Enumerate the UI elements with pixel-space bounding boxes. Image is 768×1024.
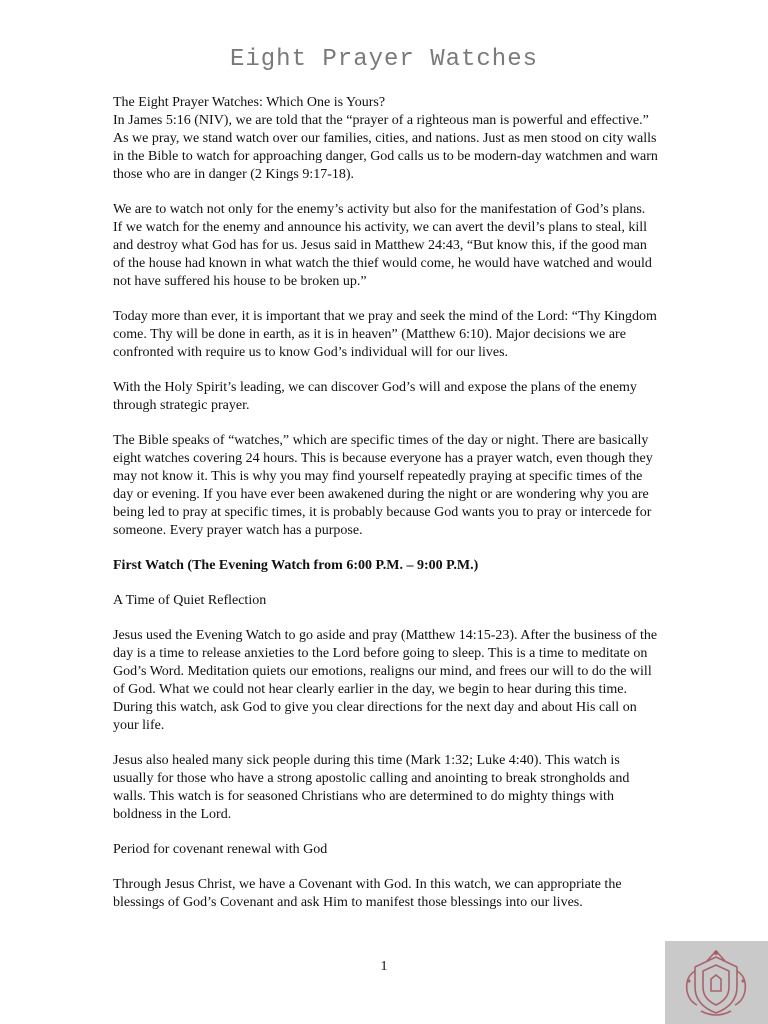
- paragraph-healing: Jesus also healed many sick people during this time (Mark 1:32; Luke 4:40). This watch is usually for those who have a strong apostolic calling and anointing to break strongholds and walls. This watch is for seasoned Christians who are determined to do mighty things with boldness in the Lord.: [113, 753, 630, 822]
- paragraph-covenant: Through Jesus Christ, we have a Covenant with God. In this watch, we can appropriate the blessings of God’s Covenant and ask Him to manifest those blessings into our lives.: [113, 877, 622, 910]
- paragraph-watch-enemy: We are to watch not only for the enemy’s activity but also for the manifestation of God’s plans. If we watch for the enemy and announce his activity, we can avert the devil’s plans to steal, kill and destroy what God has for us. Jesus said in Matthew 24:43, “But know this, if the good man of the house had known in what watch the thief would come, he would have watched and would not have suffered his house to be broken up.”: [113, 202, 652, 289]
- document-subtitle: The Eight Prayer Watches: Which One is Yours?: [113, 95, 386, 110]
- paragraph-mind-of-lord: Today more than ever, it is important that we pray and seek the mind of the Lord: “Thy Kingdom come. Thy will be done in earth, as it is in heaven” (Matthew 6:10). Major decisions we are confronted with require us to know God’s individual will for our lives.: [113, 309, 657, 360]
- page-title: Eight Prayer Watches: [229, 46, 539, 73]
- subheading-covenant-renewal: Period for covenant renewal with God: [113, 842, 328, 857]
- crest-emblem-graphic: [665, 941, 768, 1024]
- paragraph-watches: The Bible speaks of “watches,” which are specific times of the day or night. There are basically eight watches covering 24 hours. This is because everyone has a prayer watch, even though they may not know it. This is why you may find yourself repeatedly praying at specific times of the day or evening. If you have ever been awakened during the night or are wondering why you are being led to pray at specific times, it is probably because God wants you to pray or intercede for someone. Every prayer watch has a purpose.: [113, 433, 653, 538]
- document-body: [113, 94, 658, 929]
- crest-emblem-icon: [665, 941, 768, 1024]
- section-heading-first-watch: First Watch (The Evening Watch from 6:00 P.M. – 9:00 P.M.): [113, 558, 479, 573]
- paragraph-holy-spirit: With the Holy Spirit’s leading, we can discover God’s will and expose the plans of the enemy through strategic prayer.: [113, 380, 637, 413]
- subheading-quiet-reflection: A Time of Quiet Reflection: [113, 593, 267, 608]
- paragraph-evening-watch: Jesus used the Evening Watch to go aside and pray (Matthew 14:15-23). After the business of the day is a time to release anxieties to the Lord before going to sleep. This is a time to meditate on God’s Word. Meditation quiets our emotions, realigns our mind, and frees our will to do the will of God. What we could not hear clearly earlier in the day, we begin to hear during this time. During this watch, ask God to give you clear directions for the next day and about His call on your life.: [113, 628, 658, 733]
- page-number: 1: [380, 959, 388, 974]
- paragraph-intro: In James 5:16 (NIV), we are told that the “prayer of a righteous man is powerful and effective.” As we pray, we stand watch over our families, cities, and nations. Just as men stood on city walls in the Bible to watch for approaching danger, God calls us to be modern-day watchmen and warn those who are in danger (2 Kings 9:17-18).: [113, 113, 658, 182]
